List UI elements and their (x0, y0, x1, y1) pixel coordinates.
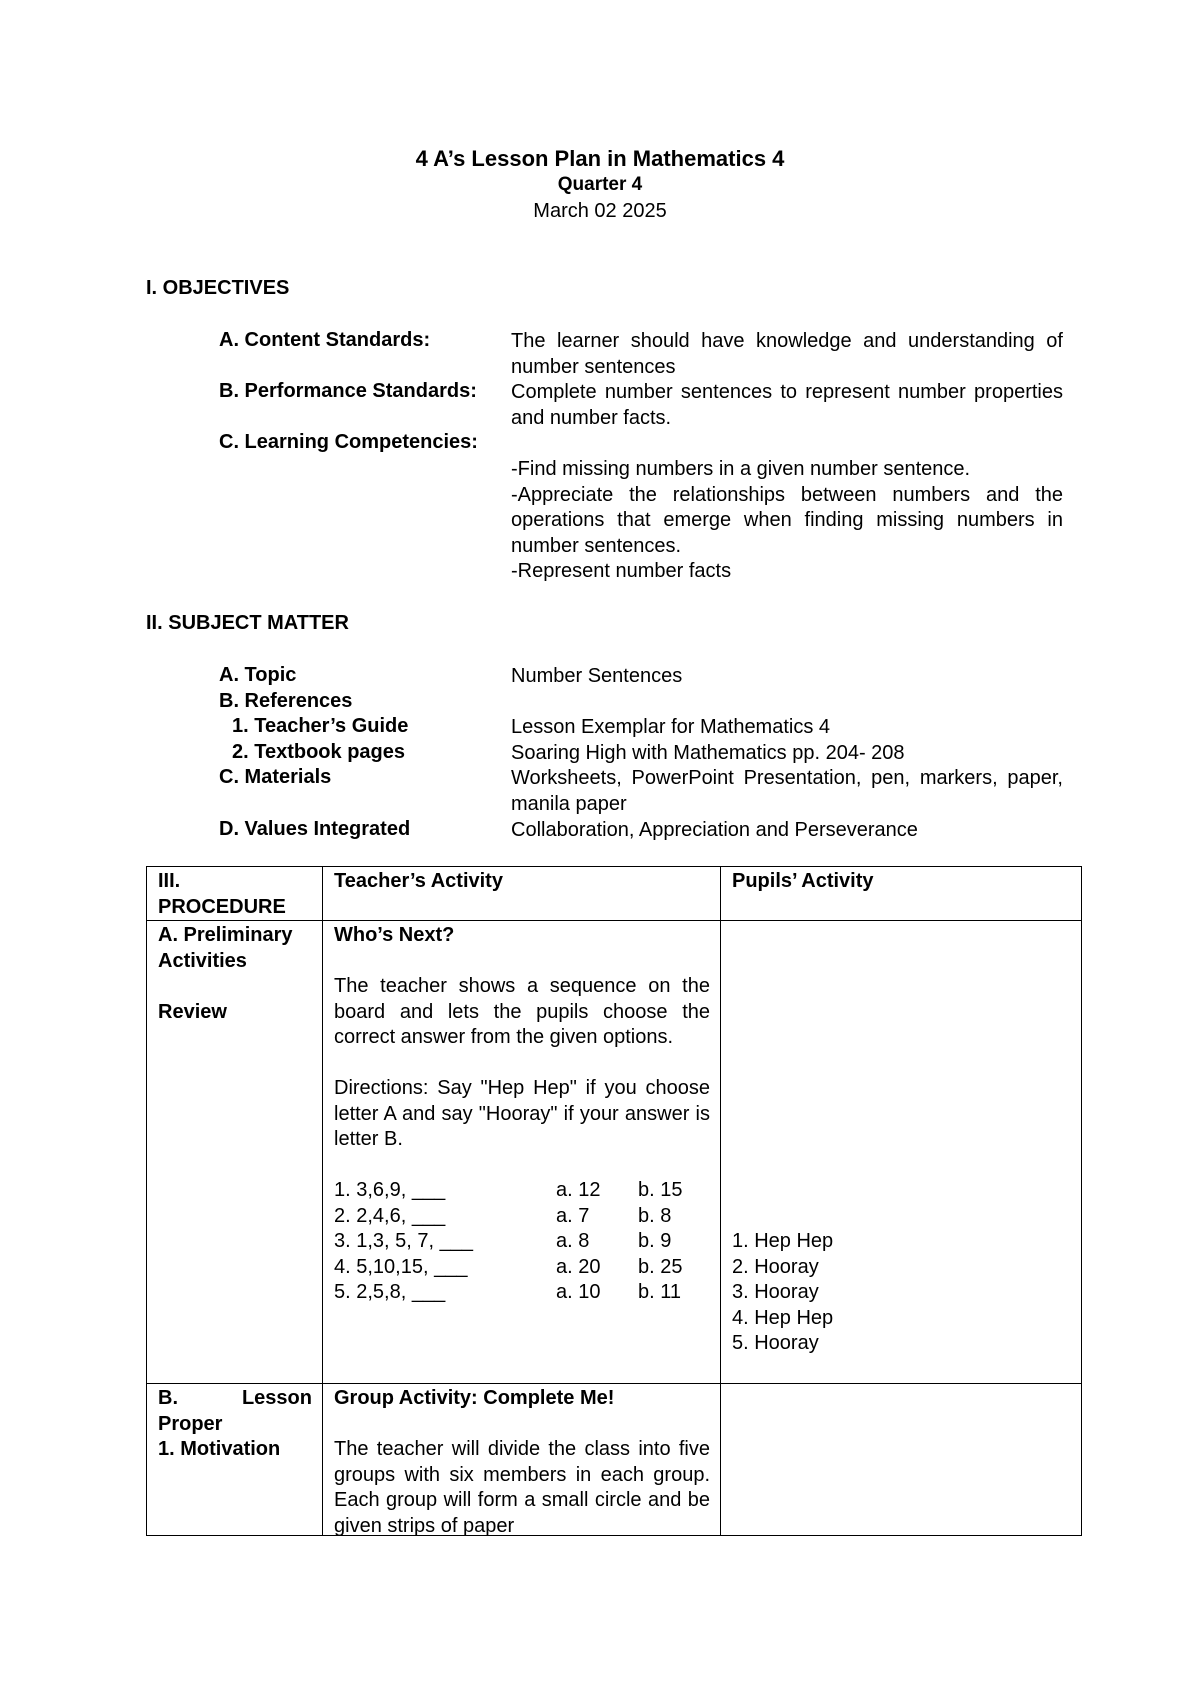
materials-value: Worksheets, PowerPoint Presentation, pen, markers, paper, manila paper (511, 767, 1063, 815)
content-standards-value: The learner should have knowledge and understanding of number sentences (511, 330, 1063, 378)
answer-item: 2. Hooray (732, 1255, 819, 1278)
objectives-heading: I. OBJECTIVES (146, 277, 290, 299)
topic-value: Number Sentences (511, 665, 683, 687)
question-row: 2. 2,4,6, ___ a. 7 b. 8 (334, 1204, 672, 1227)
date-label: March 02 2025 (533, 200, 667, 222)
review-label: Review (158, 1000, 227, 1023)
activity-description: The teacher shows a sequence on the board and lets the pupils choose the correct answer from the given options. (334, 975, 710, 1048)
header-procedure: III. PROCEDURE (147, 867, 323, 921)
answer-item: 4. Hep Hep (732, 1306, 834, 1329)
teachers-guide-label: 1. Teacher’s Guide (232, 715, 409, 737)
answer-item: 1. Hep Hep (732, 1230, 834, 1252)
row1-pupils-cell (721, 921, 1082, 1384)
group-activity-description: The teacher will divide the class into five groups with six members in each group. Each group will form a small circle and be given strips of paper (334, 1438, 710, 1537)
competency-item: -Represent number facts (511, 560, 732, 582)
question-row: 4. 5,10,15, ___ a. 20 b. 25 (334, 1255, 683, 1278)
row1-label-cell (147, 921, 323, 1384)
group-activity-title: Group Activity: Complete Me! (334, 1387, 615, 1409)
procedure-table (146, 866, 1082, 1536)
textbook-value: Soaring High with Mathematics pp. 204- 208 (511, 742, 905, 764)
document-title: 4 A’s Lesson Plan in Mathematics 4 (415, 146, 785, 171)
teachers-guide-value: Lesson Exemplar for Mathematics 4 (511, 716, 831, 738)
textbook-label: 2. Textbook pages (232, 741, 406, 763)
table-row (147, 921, 1082, 1384)
table-row (147, 1384, 1082, 1536)
values-value: Collaboration, Appreciation and Perseverance (511, 819, 918, 841)
content-standards-label: A. Content Standards: (219, 329, 431, 351)
row2-teacher-cell (323, 1384, 721, 1536)
lesson-proper-label: B. Lesson (158, 1387, 312, 1409)
performance-standards-label: B. Performance Standards: (219, 380, 477, 402)
header-teachers-activity: Teacher’s Activity (323, 867, 721, 921)
question-row: 1. 3,6,9, ___ a. 12 b. 15 (334, 1179, 683, 1201)
competency-item: -Appreciate the relationships between numbers and the operations that emerge when finding missing numbers in number sentences. (511, 483, 1063, 557)
activity-title: Who’s Next? (334, 924, 455, 946)
topic-label: A. Topic (219, 664, 297, 686)
performance-standards-value: Complete number sentences to represent number properties and number facts. (511, 381, 1063, 429)
question-row: 3. 1,3, 5, 7, ___ a. 8 b. 9 (334, 1230, 672, 1252)
preliminary-activities-label: A. Preliminary Activities (158, 924, 293, 972)
references-label: B. References (219, 690, 353, 712)
row2-label-cell (147, 1384, 323, 1536)
quarter-label: Quarter 4 (557, 174, 643, 195)
motivation-label: 1. Motivation (158, 1438, 281, 1460)
question-row: 5. 2,5,8, ___ a. 10 b. 11 (334, 1281, 681, 1303)
learning-competencies-label: C. Learning Competencies: (219, 431, 478, 453)
competency-item: -Find missing numbers in a given number sentence. (511, 458, 971, 480)
row1-teacher-cell (323, 921, 721, 1384)
materials-label: C. Materials (219, 766, 332, 788)
subject-matter-heading: II. SUBJECT MATTER (146, 612, 349, 634)
table-header-row (147, 867, 1082, 921)
header-pupils-activity: Pupils’ Activity (721, 867, 1082, 921)
learning-competencies-list (511, 457, 1063, 585)
values-label: D. Values Integrated (219, 818, 411, 840)
answer-item: 3. Hooray (732, 1281, 819, 1303)
row2-pupils-cell (721, 1384, 1082, 1536)
proper-label: Proper (158, 1412, 223, 1435)
answer-item: 5. Hooray (732, 1332, 819, 1354)
activity-directions: Directions: Say "Hep Hep" if you choose letter A and say "Hooray" if your answer is letter B. (334, 1077, 710, 1150)
